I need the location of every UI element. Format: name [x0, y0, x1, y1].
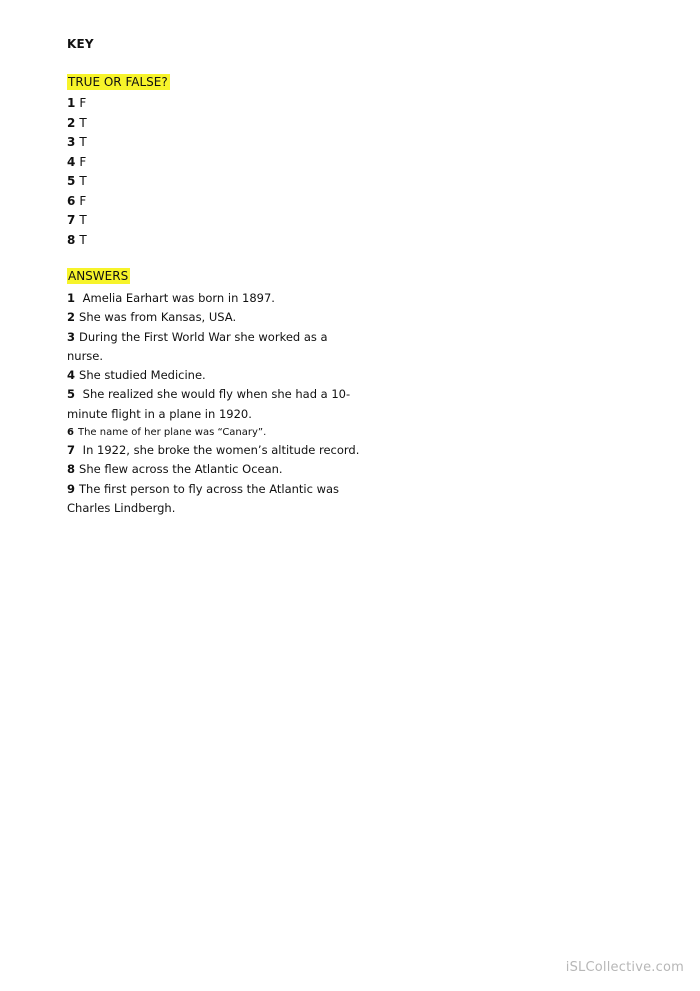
true-false-item: [67, 114, 87, 134]
true-false-item: [67, 133, 87, 153]
answer-text: During the First World War she worked as a nurse.: [67, 329, 328, 363]
item-number: 1: [67, 96, 76, 110]
item-answer: F: [79, 96, 87, 110]
answer-text: Amelia Earhart was born in 1897.: [79, 291, 275, 305]
answer-item: [67, 424, 367, 441]
item-number: 2: [67, 310, 76, 325]
item-number: 3: [67, 329, 76, 344]
answer-item: [67, 460, 367, 479]
item-number: 3: [67, 135, 76, 149]
true-false-item: [67, 192, 87, 212]
true-false-item: [67, 172, 87, 192]
answer-text: She flew across the Atlantic Ocean.: [79, 462, 283, 477]
item-number: 9: [67, 481, 76, 496]
answers-heading: ANSWERS: [68, 269, 129, 283]
item-number: 6: [67, 193, 76, 208]
item-number: 6: [67, 427, 74, 439]
item-answer: T: [79, 232, 87, 247]
page-title: KEY: [67, 37, 94, 51]
true-false-heading: TRUE OR FALSE?: [68, 75, 168, 89]
item-answer: F: [79, 154, 87, 169]
answer-item: [67, 441, 367, 460]
answer-item: [67, 385, 367, 424]
item-number: 4: [67, 154, 76, 169]
item-answer: T: [79, 174, 87, 188]
answer-item: [67, 366, 367, 385]
item-answer: T: [79, 115, 87, 130]
answer-text: The name of her plane was “Canary”.: [77, 427, 267, 439]
answer-text: The first person to fly across the Atlantic was Charles Lindbergh.: [67, 481, 340, 515]
item-number: 5: [67, 174, 76, 188]
watermark: iSLCollective.com: [565, 960, 684, 975]
answer-text: She realized she would fly when she had a 10-minute flight in a plane in 1920.: [67, 387, 351, 421]
answer-item: [67, 480, 367, 519]
item-number: 2: [67, 115, 76, 130]
true-false-item: [67, 153, 87, 173]
answer-item: [67, 289, 367, 308]
item-number: 4: [67, 368, 76, 383]
item-number: 7: [67, 443, 76, 458]
item-number: 8: [67, 462, 76, 477]
answer-text: She was from Kansas, USA.: [79, 310, 237, 325]
answers-list: [67, 289, 367, 518]
item-number: 8: [67, 232, 76, 247]
item-number: 1: [67, 291, 76, 305]
item-number: 5: [67, 387, 76, 402]
item-answer: F: [79, 193, 87, 208]
answer-text: She studied Medicine.: [79, 368, 206, 383]
item-answer: T: [79, 213, 87, 227]
answer-item: [67, 308, 367, 327]
item-answer: T: [79, 135, 87, 149]
answer-text: In 1922, she broke the women’s altitude record.: [79, 443, 360, 458]
true-false-item: [67, 231, 87, 251]
item-number: 7: [67, 213, 76, 227]
true-false-item: [67, 94, 87, 114]
true-false-item: [67, 211, 87, 231]
answer-item: [67, 328, 367, 367]
true-false-list: [67, 94, 87, 250]
